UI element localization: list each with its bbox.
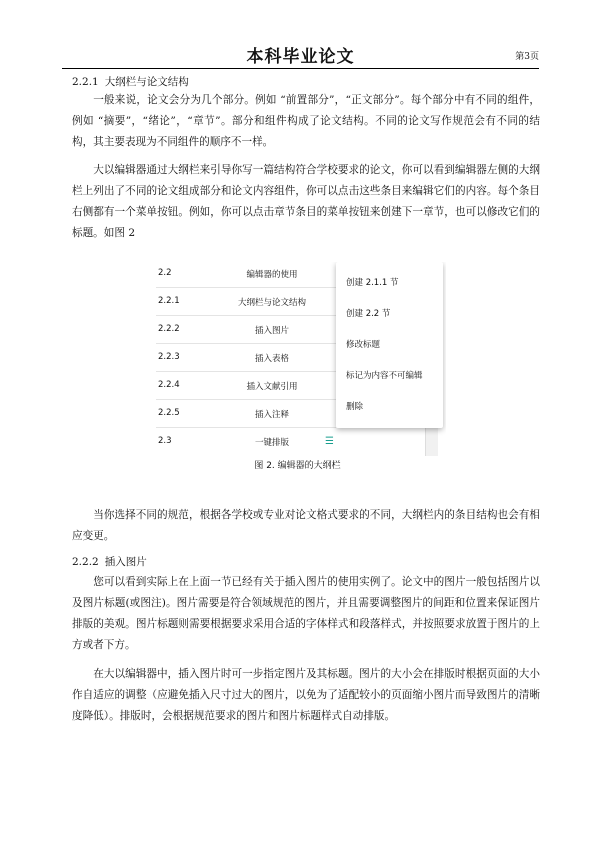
figure-caption: 图 2. 编辑器的大纲栏 (254, 461, 341, 471)
outline-item-title: 编辑器的使用 (246, 270, 298, 280)
outline-item-title: 一键排版 (254, 438, 289, 448)
outline-item-number: 2.2 (158, 268, 172, 278)
outline-figure (150, 262, 446, 456)
outline-item-title: 大纲栏与论文结构 (237, 298, 306, 308)
outline-item-number: 2.2.4 (158, 380, 180, 390)
outline-item (156, 346, 336, 372)
outline-item-number: 2.2.5 (158, 408, 180, 418)
menu-item-lock: 标记为内容不可编辑 (346, 371, 423, 381)
section-title: 插入图片 (104, 556, 147, 568)
outline-item (156, 374, 336, 400)
menu-item-rename: 修改标题 (346, 340, 381, 350)
outline-item (156, 290, 336, 316)
section-number: 2.2.2 (72, 556, 99, 568)
outline-item-number: 2.2.3 (158, 352, 180, 362)
context-menu (336, 262, 443, 428)
outline-item-number: 2.3 (158, 436, 172, 446)
section-heading-2-2-1 (72, 74, 189, 89)
paragraph: 当你选择不同的规范，根据各学校或专业对论文格式要求的不同，大纲栏内的条目结构也会有相应变更。 (72, 509, 540, 542)
paragraph: 一般来说，论文会分为几个部分。例如 “前置部分”，“正文部分”。每个部分中有不同的组件，例如 “摘要”，“绪论”，“章节”。部分和组件构成了论文结构。不同的论文写作规范会有不同的结构，其主要表现为不同组件的顺序不一样。 (72, 94, 540, 148)
paragraph: 大以编辑器通过大纲栏来引导你写一篇结构符合学校要求的论文，你可以看到编辑器左侧的大纲栏上列出了不同的论文组成部分和论文内容组件，你可以点击这些条目来编辑它们的内容。每个条目右侧都有一个菜单按钮。例如，你可以点击章节条目的菜单按钮来创建下一章节，也可以修改它们的标题。如图 2 (72, 164, 540, 239)
outline-item-title: 插入表格 (254, 354, 289, 364)
page-number: 第3页 (515, 52, 539, 62)
section-heading-2-2-2 (72, 554, 147, 569)
paragraph: 在大以编辑器中，插入图片时可一步指定图片及其标题。图片的大小会在排版时根据页面的大小作自适应的调整（应避免插入尺寸过大的图片，以免为了适配较小的页面缩小图片而导致图片的清晰度降低）。排版时，会根据规范要求的图片和图片标题样式自动排版。 (72, 668, 540, 722)
outline-item (156, 430, 336, 455)
menu-item-create-2-2: 创建 2.2 节 (346, 309, 391, 319)
outline-item-number: 2.2.1 (158, 296, 180, 306)
page-header (62, 40, 539, 69)
outline-item (156, 262, 336, 288)
outline-item-number: 2.2.2 (158, 324, 180, 334)
section-number: 2.2.1 (72, 76, 99, 88)
paragraph: 您可以看到实际上在上面一节已经有关于插入图片的使用实例了。论文中的图片一般包括图片以及图片标题(或图注)。图片需要是符合领域规范的图片，并且需要调整图片的间距和位置来保证图片排版的美观。图片标题则需要根据要求采用合适的字体样式和段落样式，并按照要求放置于图片的上方或者下方。 (72, 576, 540, 651)
outline-item-title: 插入图片 (254, 326, 289, 336)
outline-item-title: 插入文献引用 (246, 382, 298, 392)
list-icon: ☰ (325, 436, 334, 447)
outline-item (156, 402, 336, 428)
outline-item (156, 318, 336, 344)
menu-item-delete: 删除 (346, 402, 364, 412)
menu-item-create-2-1-1: 创建 2.1.1 节 (346, 278, 399, 288)
header-title: 本科毕业论文 (246, 47, 355, 67)
section-title: 大纲栏与论文结构 (104, 76, 189, 88)
outline-item-title: 插入注释 (254, 410, 289, 420)
